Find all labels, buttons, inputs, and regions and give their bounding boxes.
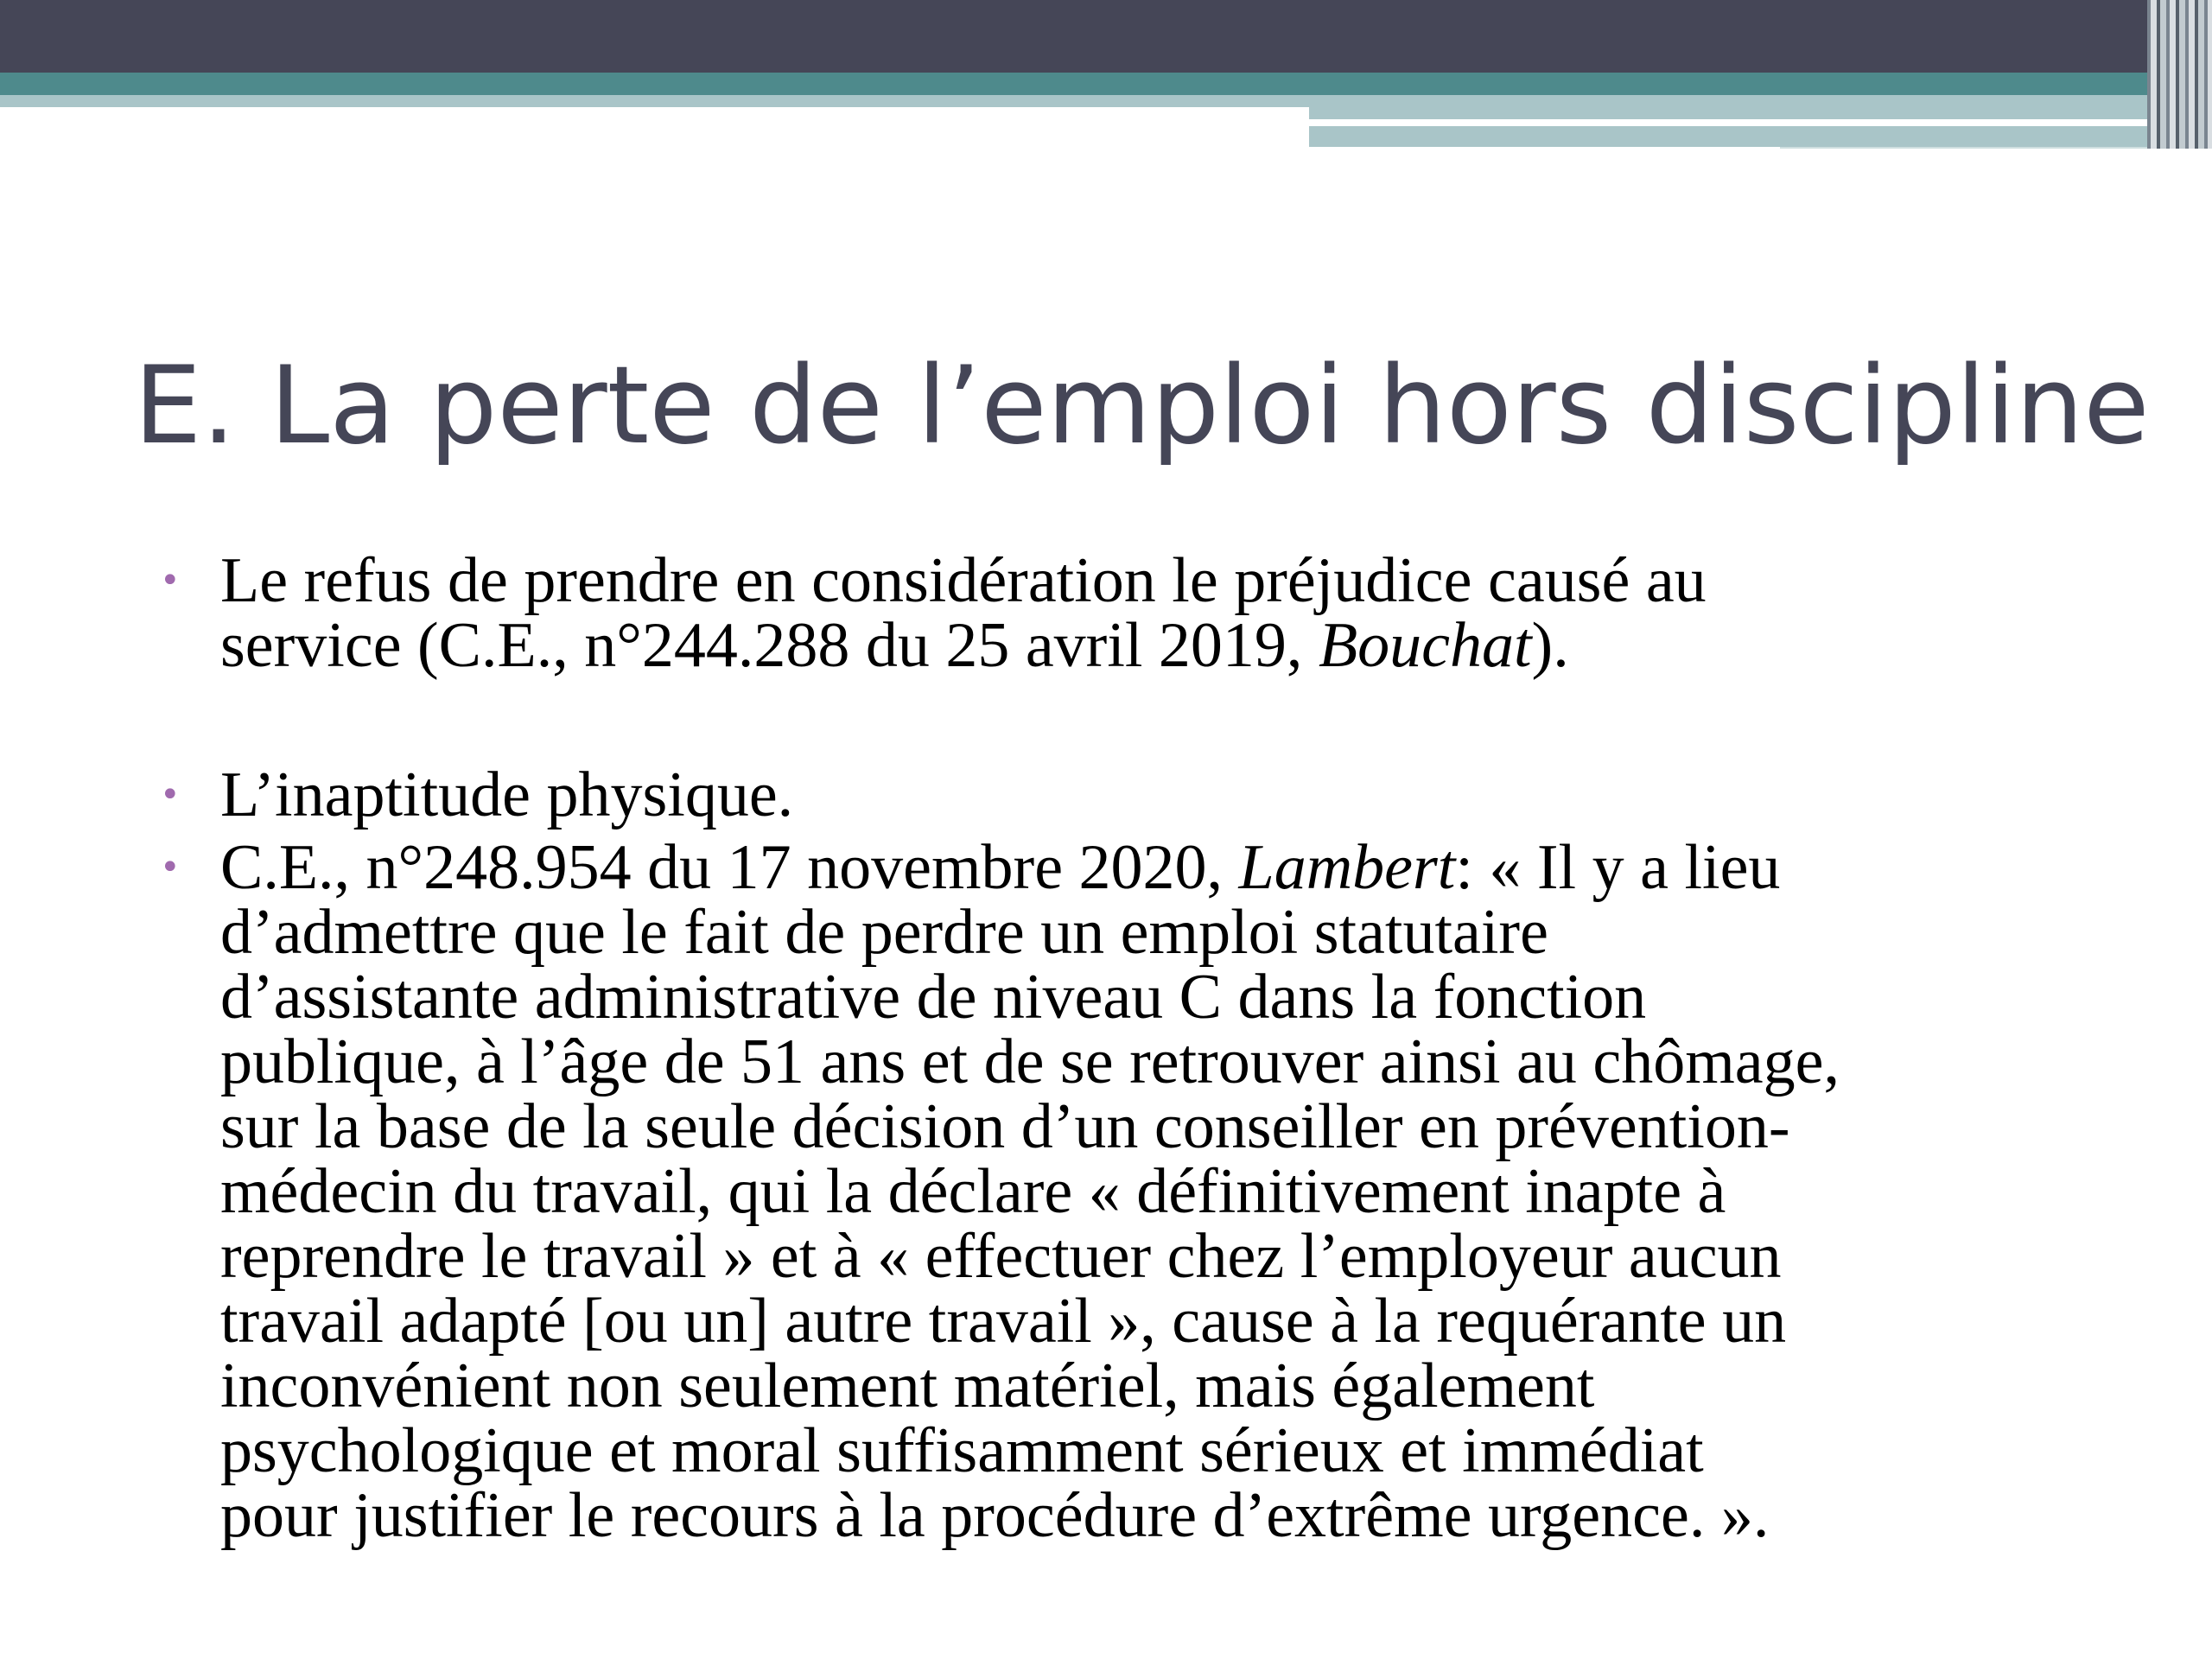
case-name-bouchat: Bouchat [1318,610,1532,681]
bullet-dot-icon: • [160,848,181,887]
header-band-teal [0,73,2212,95]
bullet-text: : « Il y a lieu [1455,832,1781,903]
header-band-right-lower [1309,126,2212,147]
bullet-line [220,610,2147,681]
bullet-item-inaptitude [160,760,2147,830]
header-band-dark [0,0,2212,73]
case-name-lambert: Lambert [1238,832,1456,903]
bullet-dot-icon: • [160,561,181,601]
bullet-line: L’inaptitude physique. [220,760,794,830]
bullet-line: d’assistante administrative de niveau C dans la fonction [220,962,1647,1033]
header-band-light [0,95,1309,107]
bullet-dot-icon: • [160,775,181,815]
bullet-line: médecin du travail, qui la déclare « définitivement inapte à [220,1156,1726,1227]
header-band-right-gap [1309,119,2048,126]
bullet-item-refus [160,545,2147,681]
bullet-line: travail adapté [ou un] autre travail », cause à la requérante un [220,1286,1787,1357]
bullet-line: publique, à l’âge de 51 ans et de se retrouver ainsi au chômage, [220,1027,1840,1097]
slide-title: E. La perte de l’emploi hors discipline [134,344,2150,468]
bullet-line: pour justifier le recours à la procédure d’extrême urgence. ». [220,1480,1770,1551]
bullet-line: reprendre le travail » et à « effectuer chez l’employeur aucun [220,1221,1782,1292]
bullet-text: service (C.E., n°244.288 du 25 avril 2019, [220,610,1319,681]
bullet-text: C.E., n°248.954 du 17 novembre 2020, [220,832,1239,903]
bullet-line: Le refus de prendre en considération le préjudice causé au [220,545,1707,616]
bullet-line [220,832,2147,903]
header-band-right-upper [1309,95,2212,119]
bullet-line: d’admettre que le fait de perdre un emploi statutaire [220,897,1548,968]
bullet-line: inconvénient non seulement matériel, mais également [220,1351,1595,1421]
header-stripes-decoration [2147,0,2212,149]
bullet-line: psychologique et moral suffisamment sérieux et immédiat [220,1415,1704,1486]
bullet-text: ). [1531,610,1569,681]
bullet-line: sur la base de la seule décision d’un conseiller en prévention- [220,1091,1790,1162]
bullet-item-lambert [160,832,2147,1551]
